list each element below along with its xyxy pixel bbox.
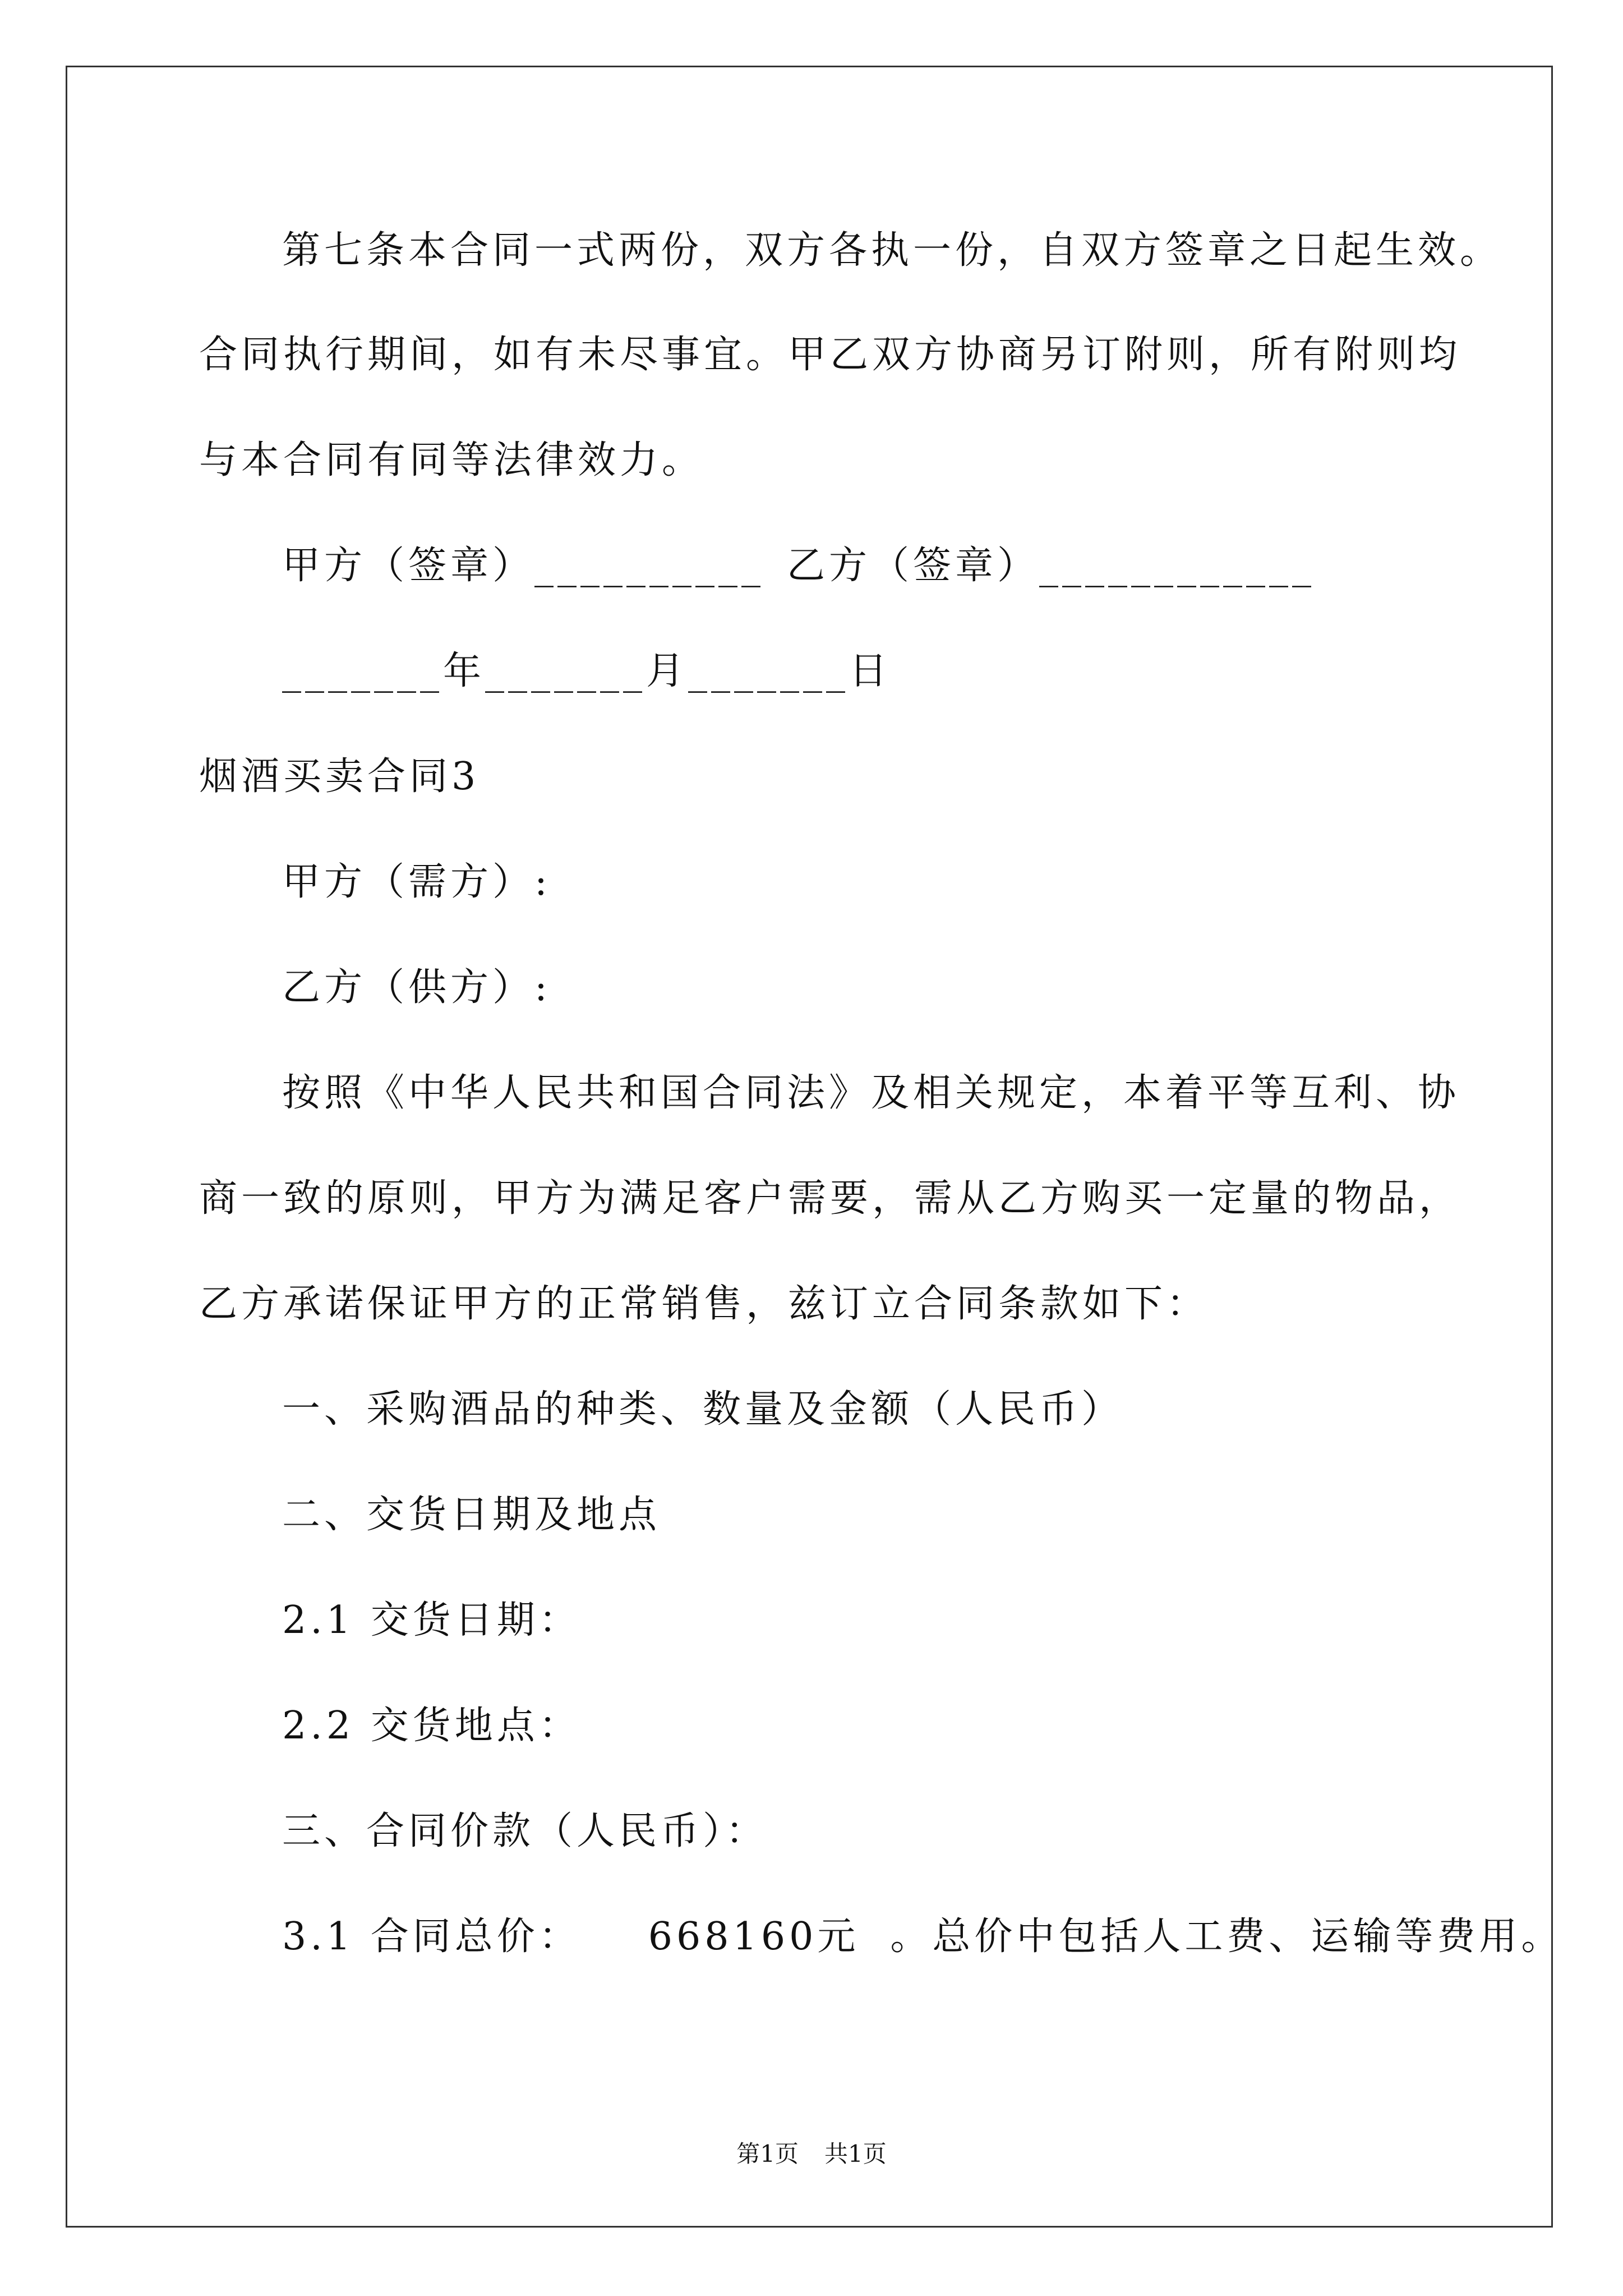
page-footer — [0, 2140, 1623, 2168]
signature-line — [282, 544, 1315, 588]
party-b-supplier: 乙方（供方）: — [282, 965, 551, 1010]
preamble-line-1: 按照《中华人民共和国合同法》及相关规定，本着平等互利、协 — [282, 1071, 1460, 1115]
item-3-1 — [282, 1915, 1563, 1959]
page-frame — [66, 66, 1553, 2228]
item-3-1-label: 3.1 合同总价： — [282, 1915, 581, 1959]
section-1-heading: 一、采购酒品的种类、数量及金额（人民币） — [282, 1387, 1124, 1432]
contract-heading: 烟酒买卖合同3 — [199, 754, 480, 799]
contract-total-amount: 668160元 — [648, 1915, 860, 1959]
item-2-1: 2.1 交货日期： — [282, 1598, 581, 1642]
party-a-buyer: 甲方（需方）: — [282, 860, 551, 904]
article-7-line-2: 合同执行期间，如有未尽事宜。甲乙双方协商另订附则，所有附则均 — [199, 333, 1461, 377]
section-3-heading: 三、合同价款（人民币）： — [282, 1809, 768, 1853]
page-count: 共1页 — [824, 2140, 887, 2168]
date-line: _______年_______月_______日 — [282, 649, 892, 693]
party-b-signature: 乙方（签章）____________ — [787, 544, 1316, 588]
article-7-line-3: 与本合同有同等法律效力。 — [199, 438, 704, 482]
preamble-line-2: 商一致的原则，甲方为满足客户需要，需从乙方购买一定量的物品， — [199, 1176, 1461, 1221]
item-2-2: 2.2 交货地点： — [282, 1704, 581, 1748]
article-7-line-1: 第七条本合同一式两份，双方各执一份，自双方签章之日起生效。 — [282, 228, 1502, 273]
preamble-line-3: 乙方承诺保证甲方的正常销售，兹订立合同条款如下： — [199, 1282, 1209, 1326]
item-3-1-note: 。总价中包括人工费、运输等费用。 — [890, 1915, 1564, 1959]
page-number: 第1页 — [736, 2140, 799, 2168]
party-a-signature: 甲方（签章）__________ — [282, 544, 765, 588]
section-2-heading: 二、交货日期及地点 — [282, 1493, 661, 1537]
